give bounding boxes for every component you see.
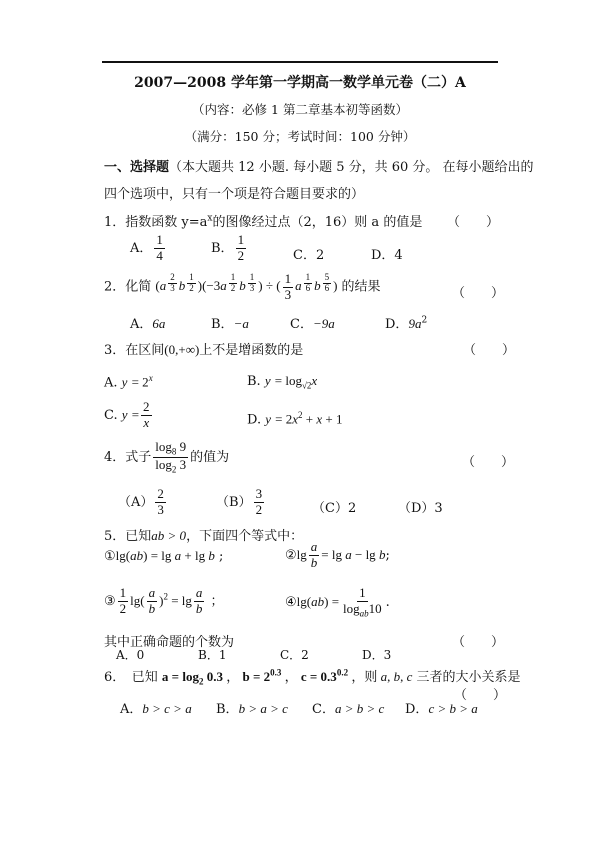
q4-option-a-label: （A） (118, 494, 154, 510)
question-1 (104, 211, 422, 230)
q4-a-num: 2 (157, 486, 164, 501)
q2-option-d-label: D． (385, 317, 409, 332)
q6-option-d[interactable] (405, 698, 478, 717)
q4-a-den: 3 (157, 501, 164, 517)
q1-exponent: x (207, 213, 213, 224)
exam-meta: （满分：150 分；考试时间：100 分钟） (184, 129, 416, 144)
q6-option-d-label: D． (405, 702, 429, 717)
q1-a-den: 4 (156, 247, 163, 263)
q5-s1-label: ① (104, 549, 116, 564)
q6-d-val: c > b > a (428, 701, 478, 716)
q2-c-val: −9a (312, 316, 335, 331)
q3-option-b-label: B. (247, 374, 261, 389)
question-3 (104, 339, 303, 358)
q3-option-d[interactable]: D. $y = 2x^2 + x + 1$ (247, 410, 343, 428)
q3-option-a-label: A. (104, 375, 118, 391)
q6-option-c[interactable] (312, 698, 384, 717)
q5-statement-2: ②lg $\frac{a}{b}$ = lg a − lg b; (285, 539, 390, 570)
q2-a-val: 6a (152, 316, 166, 331)
q2-option-b[interactable] (211, 313, 249, 332)
q2-option-d[interactable] (385, 313, 427, 332)
q5-s2-label: ② (285, 547, 297, 563)
section-intro-line1: （本大题共 12 小题. 每小题 5 分，共 60 分。 在每小题给出的 (169, 160, 534, 175)
header-rule (102, 61, 498, 63)
q3-text: 3．在区间 (104, 343, 165, 358)
q5-statement-1: ①lg(ab) = lg a + lg b ; (104, 548, 224, 564)
q6-option-a-label: A． (120, 702, 143, 717)
q3-option-a[interactable]: A. $y = 2^x$ (104, 373, 153, 391)
q5-text: 5．已知 (104, 529, 152, 544)
q4-option-a[interactable] (118, 487, 168, 518)
q2-option-c[interactable] (290, 313, 335, 332)
q5-s4-label: ④ (285, 594, 297, 610)
q5-statement-4: ④lg(ab) = $\frac{1}{\log_{ab}10}$ . (285, 585, 390, 619)
q4-option-b-label: （B） (216, 494, 252, 510)
q5-answer-blank[interactable]: （ ） (452, 635, 505, 650)
q1-a-num: 1 (156, 232, 163, 247)
q3-text-b: 上不是增函数的是 (199, 343, 304, 358)
q2-prefix: 2．化简 (104, 279, 152, 295)
section-heading: 一、选择题 (104, 160, 170, 175)
q5-option-c[interactable]: C．2 (280, 648, 309, 662)
q6-option-a[interactable] (120, 698, 192, 717)
q5-statement-3: ③ $\frac{1}{2}$ lg( $\frac{a}{b}$ )$^2$ = lg $\frac{a}{b}$ ； (104, 585, 224, 616)
q5-option-a[interactable]: A．0 (116, 648, 145, 662)
q3-option-c-label: C. (104, 407, 118, 423)
q2-b-val: −a (233, 316, 249, 331)
q4-b-den: 2 (255, 501, 263, 517)
q2-answer-blank[interactable]: （ ） (452, 286, 505, 301)
q2-option-b-label: B． (211, 317, 234, 332)
q1-option-a[interactable] (130, 233, 167, 264)
q5-s3-label: ③ (104, 593, 116, 609)
content-note: （内容：必修 1 第二章基本初等函数） (192, 102, 408, 117)
q1-b-den: 2 (237, 247, 245, 263)
q3-option-b[interactable]: B. $y = \log_{√2}x$ (247, 373, 318, 391)
q1-option-c[interactable]: C．2 (293, 248, 325, 263)
q6-a-val: b > c > a (142, 701, 192, 716)
q5-question: 其中正确命题的个数为 (104, 635, 235, 650)
q4-expression: $\frac{\log_8 9}{\log_2 3}$ (155, 439, 187, 475)
q2-option-a-label: A． (130, 317, 153, 332)
section-intro-line2: 四个选项中，只有一个项是符合题目要求的） (104, 187, 365, 202)
q4-prefix: 4．式子 (104, 449, 152, 465)
q5-option-b[interactable]: B．1 (198, 648, 227, 662)
q6-c-val: a > b > c (334, 701, 385, 716)
q1-option-b-label: B． (211, 240, 234, 256)
q4-option-c[interactable]: （C）2 (312, 501, 357, 516)
q6-option-c-label: C． (312, 702, 335, 717)
q4-b-num: 3 (255, 486, 263, 501)
section-intro (104, 156, 534, 175)
q6-prefix: 6． 已知 (104, 670, 158, 685)
q6-option-b[interactable] (216, 698, 288, 717)
question-4 (104, 440, 229, 475)
q3-option-c[interactable]: C. y = $\frac{2}{x}$ (104, 399, 150, 430)
question-2 (104, 272, 381, 303)
q5-condition: ab > 0 (151, 528, 187, 543)
q1-option-d[interactable]: D．4 (371, 248, 403, 263)
question-5 (104, 525, 303, 544)
q2-option-a[interactable] (130, 313, 165, 332)
q2-expression: (a $^{\frac{2}{3}}$ b $^{\frac{1}{2}}$ )(−3a $^{\frac{1}{2}}$ b $^{\frac{1}{3}}$ ) ÷ ( $\frac{1}{3}$ a $^{\frac{1}{6}}$ b $^{\frac{5}{6}}$ ) (155, 271, 338, 302)
q4-suffix: 的值为 (190, 449, 230, 465)
q3-answer-blank[interactable]: （ ） (463, 343, 516, 358)
q1-option-a-label: A． (130, 240, 153, 256)
q2-suffix: 的结果 (341, 279, 381, 295)
q6-b-val: b > a > c (238, 701, 288, 716)
q3-interval: (0,+∞) (164, 342, 200, 357)
q5-text-b: ，下面四个等式中： (186, 529, 304, 544)
q5-option-d[interactable]: D．3 (362, 648, 392, 662)
q1-option-b[interactable] (211, 233, 248, 264)
q1-b-num: 1 (237, 232, 245, 247)
q2-d-exp: 2 (421, 315, 428, 326)
q4-option-b[interactable] (216, 487, 266, 518)
q1-text-b: 的图像经过点（2，16）则 a 的值是 (212, 215, 423, 230)
q6-answer-blank[interactable]: （ ） (454, 688, 507, 703)
q1-answer-blank[interactable]: （ ） (447, 215, 500, 230)
page-title: 2007—2008 学年第一学期高一数学单元卷（二）A (134, 75, 466, 91)
q4-answer-blank[interactable]: （ ） (462, 455, 515, 470)
q2-option-c-label: C． (290, 317, 313, 332)
q6-text-b: 三者的大小关系是 (416, 670, 521, 685)
q6-expression: $a = \log_2 0.3$ ， $b = 2^{0.3}$ ， $c = 0.3^{0.2}$ ，则 a, b, c (161, 667, 413, 687)
q3-option-d-label: D. (247, 412, 262, 428)
q2-d-val: 9a (408, 316, 422, 331)
q6-option-b-label: B． (216, 702, 239, 717)
q1-text: 1．指数函数 y=a (104, 215, 208, 230)
q4-option-d[interactable]: （D）3 (398, 501, 443, 516)
